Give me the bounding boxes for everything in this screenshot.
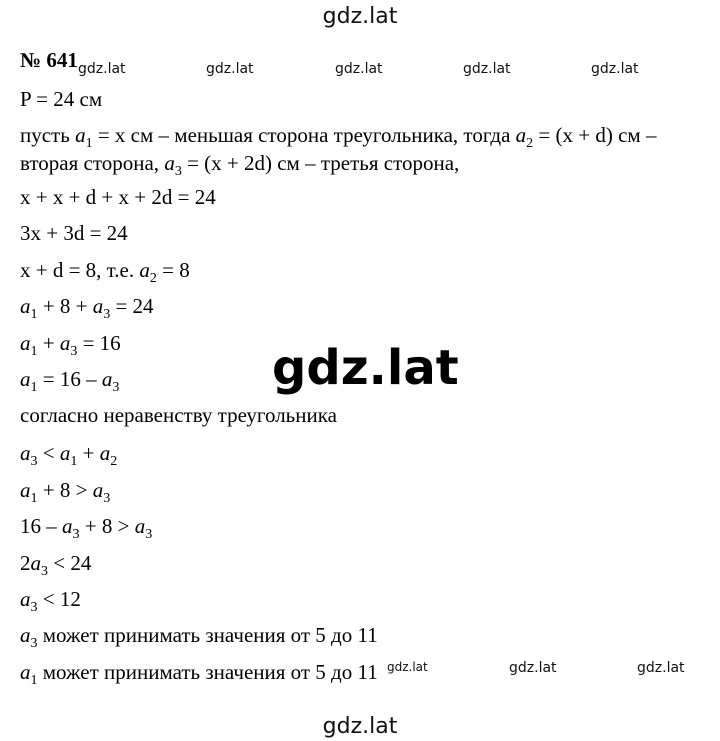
watermark-small: gdz.lat <box>335 61 383 77</box>
equation-6: $a_1 = 16 - a_3$ <box>20 367 120 395</box>
inequality-3: $16 - a_3 + 8 > a_3$ <box>20 514 153 542</box>
watermark-small: gdz.lat <box>591 61 639 77</box>
intro-line-2: вторая сторона, $a_3 = (x + 2d)$ см – третья сторона, <box>20 151 460 179</box>
equation-2: 3x + 3d = 24 <box>20 221 128 245</box>
equation-4: $a_1 + 8 + a_3 = 24$ <box>20 294 154 322</box>
equation-3: x + d = 8, т.е. $a_2 = 8$ <box>20 258 190 286</box>
equation-5: $a_1 + a_3 = 16$ <box>20 331 121 359</box>
watermark-center: gdz.lat <box>272 340 459 396</box>
triangle-inequality-text: согласно неравенству треугольника <box>20 403 337 427</box>
watermark-small: gdz.lat <box>78 61 126 77</box>
watermark-small: gdz.lat <box>206 61 254 77</box>
perimeter-line: P = 24 см <box>20 87 103 111</box>
conclusion-a1: $a_1$ может принимать значения от 5 до 11 <box>20 660 378 688</box>
conclusion-a3: $a_3$ может принимать значения от 5 до 11 <box>20 623 378 651</box>
inequality-1: $a_3 < a_1 + a_2$ <box>20 441 118 469</box>
watermark-small: gdz.lat <box>509 660 557 676</box>
watermark-small: gdz.lat <box>463 61 511 77</box>
watermark-small: gdz.lat <box>637 660 685 676</box>
inequality-4: $2a_3 < 24$ <box>20 551 92 579</box>
equation-1: x + x + d + x + 2d = 24 <box>20 185 216 209</box>
watermark-small: gdz.lat <box>387 660 428 674</box>
watermark-top: gdz.lat <box>322 4 398 29</box>
intro-line-1: пусть $a_1 = x$ см – меньшая сторона треугольника, тогда $a_2 = (x + d)$ см – <box>20 123 657 151</box>
inequality-5: $a_3 < 12$ <box>20 587 81 615</box>
watermark-bottom: gdz.lat <box>322 714 398 739</box>
problem-number: № 641 <box>20 48 78 72</box>
inequality-2: $a_1 + 8 > a_3$ <box>20 478 111 506</box>
